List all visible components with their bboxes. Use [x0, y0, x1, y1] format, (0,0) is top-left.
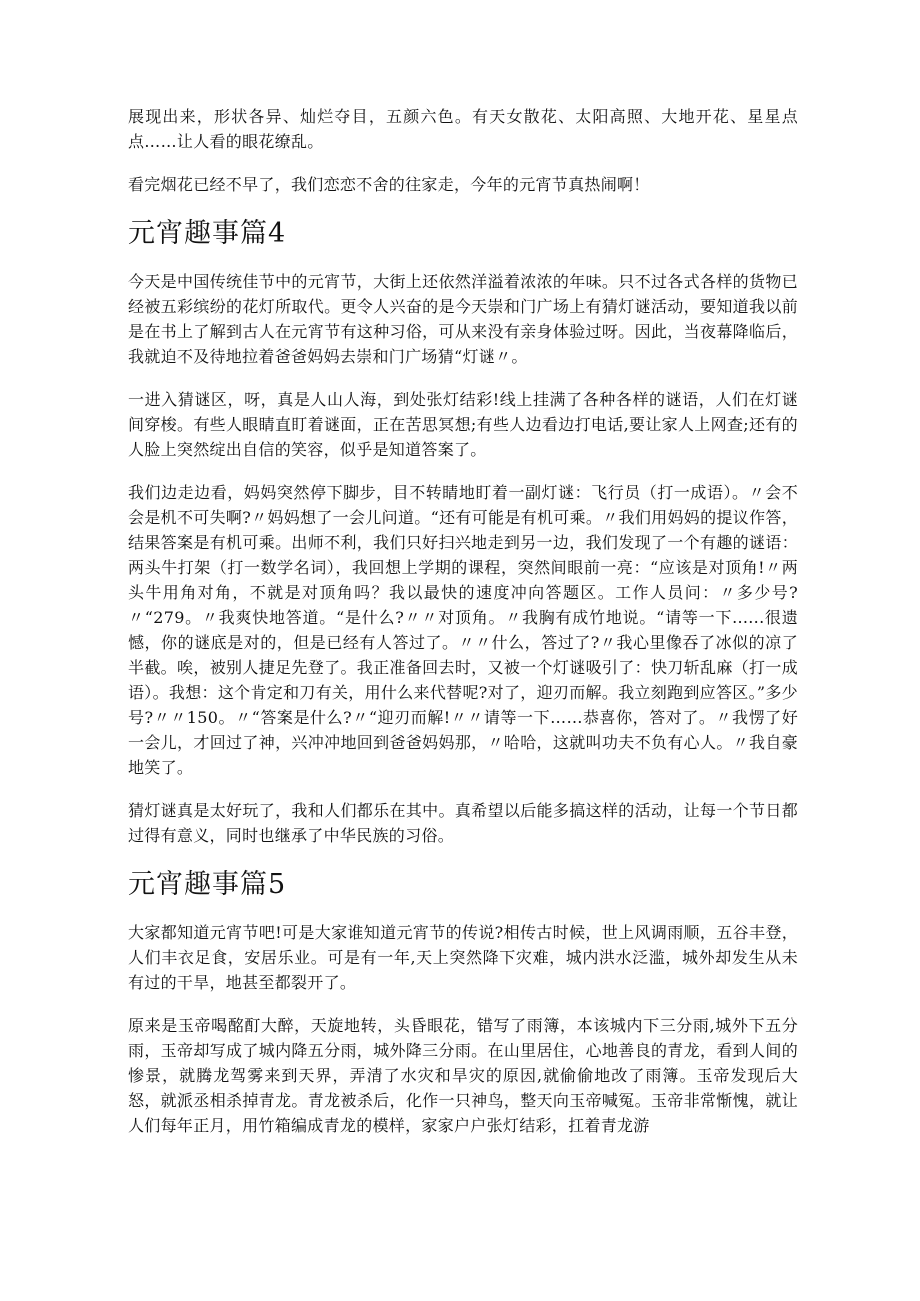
paragraph: 原来是玉帝喝酩酊大醉，天旋地转，头昏眼花，错写了雨簿，本该城内下三分雨,城外下五分雨，玉帝却写成了城内降五分雨，城外降三分雨。在山里居住，心地善良的青龙，看到人间的惨景，就腾龙驾雾来到天界，弄清了水灾和旱灾的原因,就偷偷地改了雨簿。玉帝发现后大怒，就派丞相杀掉青龙。青龙被杀后，化作一只神鸟，整天向玉帝喊冤。玉帝非常惭愧，就让人们每年正月，用竹箱编成青龙的模样，家家户户张灯结彩，扛着青龙游: [128, 1016, 798, 1135]
paragraph: 今天是中国传统佳节中的元宵节，大街上还依然洋溢着浓浓的年味。只不过各式各样的货物已经被五彩缤纷的花灯所取代。更令人兴奋的是今天崇和门广场上有猜灯谜活动，要知道我以前是在书上了解到古人在元宵节有这种习俗，可从来没有亲身体验过呀。因此，当夜幕降临后，我就迫不及待地拉着爸爸妈妈去崇和门广场猜“灯谜〃。: [128, 272, 798, 366]
section-heading: 元宵趣事篇4: [128, 218, 287, 249]
paragraph: 我们边走边看，妈妈突然停下脚步，目不转睛地盯着一副灯谜：飞行员（打一成语）。〃会不会是机不可失啊?〃妈妈想了一会儿问道。“还有可能是有机可乘。〃我们用妈妈的提议作答，结果答案是有机可乘。出师不利，我们只好扫兴地走到另一边，我们发现了一个有趣的谜语：两头牛打架（打一数学名词），我回想上学期的课程，突然间眼前一亮：“应该是对顶角!〃两头牛用角对角，不就是对顶角吗？我以最快的速度冲向答题区。工作人员问：〃多少号?〃“279。〃我爽快地答道。“是什么?〃〃对顶角。〃我胸有成竹地说。“请等一下......很遗憾，你的谜底是对的，但是已经有人答过了。〃〃什么，答过了?〃我心里像吞了冰似的凉了半截。唉，被别人捷足先登了。我正准备回去时，又被一个灯谜吸引了：快刀斩乱麻（打一成语）。我想：这个肯定和刀有关，用什么来代替呢?对了，迎刃而解。我立刻跑到应答区。”多少号?〃〃150。〃“答案是什么?〃“迎刃而解!〃〃请等一下……恭喜你，答对了。〃我愣了好一会儿，才回过了神，兴冲冲地回到爸爸妈妈那，〃哈哈，这就叫功夫不负有心人。〃我自豪地笑了。: [128, 483, 798, 777]
paragraph: 大家都知道元宵节吧!可是大家谁知道元宵节的传说?相传古时候，世上风调雨顺，五谷丰登，人们丰衣足食，安居乐业。可是有一年,天上突然降下灾难，城内洪水泛滥，城外却发生从未有过的干旱，地甚至都裂开了。: [128, 923, 798, 992]
document-page: [128, 104, 798, 1156]
paragraph: 一进入猜谜区，呀，真是人山人海，到处张灯结彩!线上挂满了各种各样的谜语，人们在灯谜间穿梭。有些人眼睛直盯着谜面，正在苦思冥想;有些人边看边打电话,要让家人上网查;还有的人脸上突然绽出自信的笑容，似乎是知道答案了。: [128, 390, 798, 459]
paragraph: 看完烟花已经不早了，我们恋恋不舍的往家走，今年的元宵节真热闹啊！: [128, 175, 650, 194]
section-heading: 元宵趣事篇5: [128, 869, 287, 900]
paragraph: 展现出来，形状各异、灿烂夺目，五颜六色。有天女散花、太阳高照、大地开花、星星点点……让人看的眼花缭乱。: [128, 107, 798, 151]
paragraph: 猜灯谜真是太好玩了，我和人们都乐在其中。真希望以后能多搞这样的活动，让每一个节日都过得有意义，同时也继承了中华民族的习俗。: [128, 801, 798, 845]
